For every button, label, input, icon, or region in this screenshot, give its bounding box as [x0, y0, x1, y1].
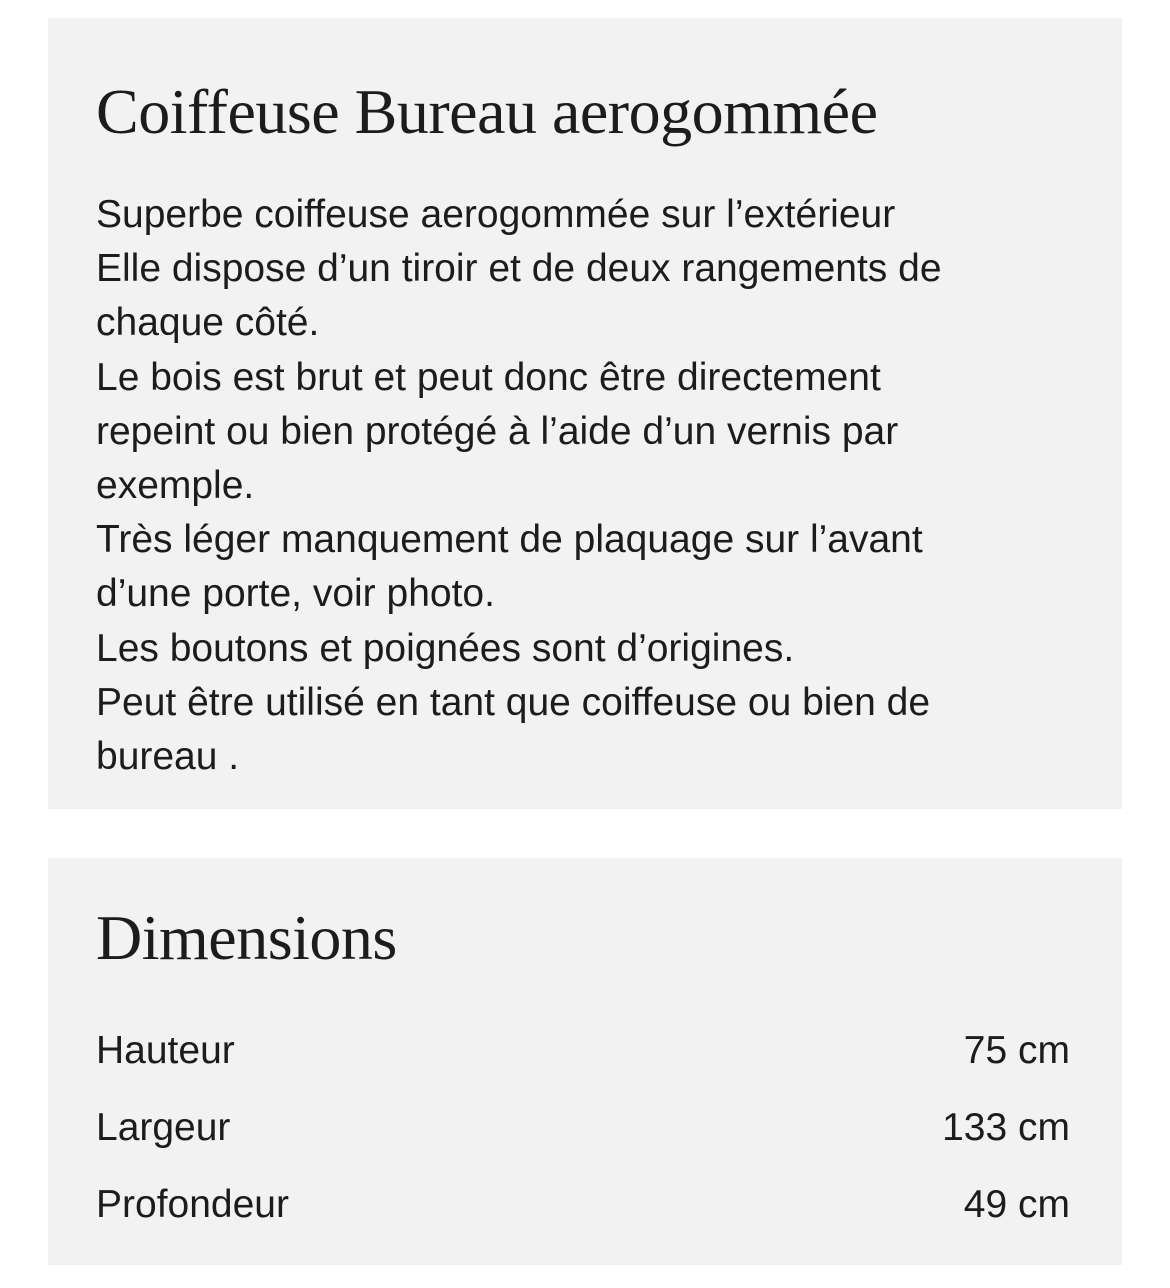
description-line: Les boutons et poignées sont d’origines.	[96, 626, 795, 670]
description-line: Très léger manquement de plaquage sur l’avant	[96, 518, 923, 562]
dimension-label: Largeur	[96, 1105, 231, 1149]
dimension-value: 49 cm	[963, 1182, 1070, 1226]
description-line: Superbe coiffeuse aerogommée sur l’extérieur	[96, 193, 896, 236]
dimension-label: Hauteur	[96, 1028, 235, 1072]
dimension-label: Profondeur	[96, 1182, 289, 1226]
dimension-row-hauteur	[96, 1012, 1070, 1089]
dimension-row-profondeur	[96, 1166, 1070, 1243]
description-line: d’une porte, voir photo.	[96, 572, 495, 616]
description-line: chaque côté.	[96, 301, 320, 345]
description-line: bureau .	[96, 735, 240, 779]
dimension-value: 75 cm	[963, 1028, 1070, 1072]
dimensions-title: Dimensions	[96, 902, 397, 973]
description-line: Elle dispose d’un tiroir et de deux rangements de	[96, 247, 942, 291]
dimensions-table	[96, 1012, 1070, 1243]
description-line: Le bois est brut et peut donc être directement	[96, 355, 881, 399]
description-line: Peut être utilisé en tant que coiffeuse ou bien de	[96, 680, 931, 724]
description-line: repeint ou bien protégé à l’aide d’un vernis par	[96, 409, 899, 453]
dimension-value: 133 cm	[942, 1105, 1070, 1149]
description-line: exemple.	[96, 464, 255, 508]
description-card	[48, 18, 1122, 809]
dimensions-card	[48, 858, 1122, 1265]
dimension-row-largeur	[96, 1089, 1070, 1166]
product-description	[96, 188, 1070, 784]
product-title: Coiffeuse Bureau aerogommée	[96, 76, 878, 147]
